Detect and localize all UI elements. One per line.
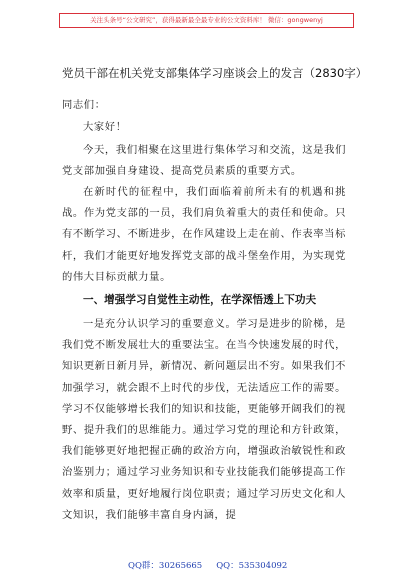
section-paragraph: 一是充分认识学习的重要意义。学习是进步的阶梯，是我们党不断发展壮大的重要法宝。在当今快速发展的时代，知识更新日新月异，新情况、新问题层出不穷。如果我们不加强学习，就会跟不上时代的步伐，无法适应工作的需要。学习不仅能够增长我们的知识和技能，更能够开阔我们的视野、提升我们的思维能力。通过学习党的理论和方针政策，我们能够更好地把握正确的政治方向，增强政治敏锐性和政治鉴别力；通过学习业务知识和专业技能我们能够提高工作效率和质量，更好地履行岗位职责；通过学习历史文化和人文知识，我们能够丰富自身内涵，提 <box>62 318 346 521</box>
footer-qq: QQ：535304092 <box>216 561 288 571</box>
salutation: 同志们： <box>62 99 106 111</box>
section-heading: 一、增强学习自觉性主动性，在学深悟透上下功夫 <box>83 294 317 306</box>
body-paragraph-1: 今天，我们相聚在这里进行集体学习和交流，这是我们党支部加强自身建设、提高党员素质的重要方式。 <box>62 144 346 178</box>
footer-qq-group: QQ群：30265665 <box>128 561 203 571</box>
footer-contact <box>128 559 308 571</box>
greeting: 大家好！ <box>83 121 127 133</box>
header-notice-banner <box>59 13 354 28</box>
header-notice-text: 关注头条号“公文研究”，获得最新最全最专业的公文资料库！ 微信：gongwenyj <box>90 16 323 24</box>
body-paragraph-2: 在新时代的征程中，我们面临着前所未有的机遇和挑战。作为党支部的一员，我们肩负着重大的责任和使命。只有不断学习、不断进步，在作风建设上走在前、作表率当标杆，我们才能更好地发挥党支部的战斗堡垒作用，为实现党的伟大目标贡献力量。 <box>62 186 346 283</box>
document-title: 党员干部在机关党支部集体学习座谈会上的发言（2830字） <box>62 66 368 80</box>
